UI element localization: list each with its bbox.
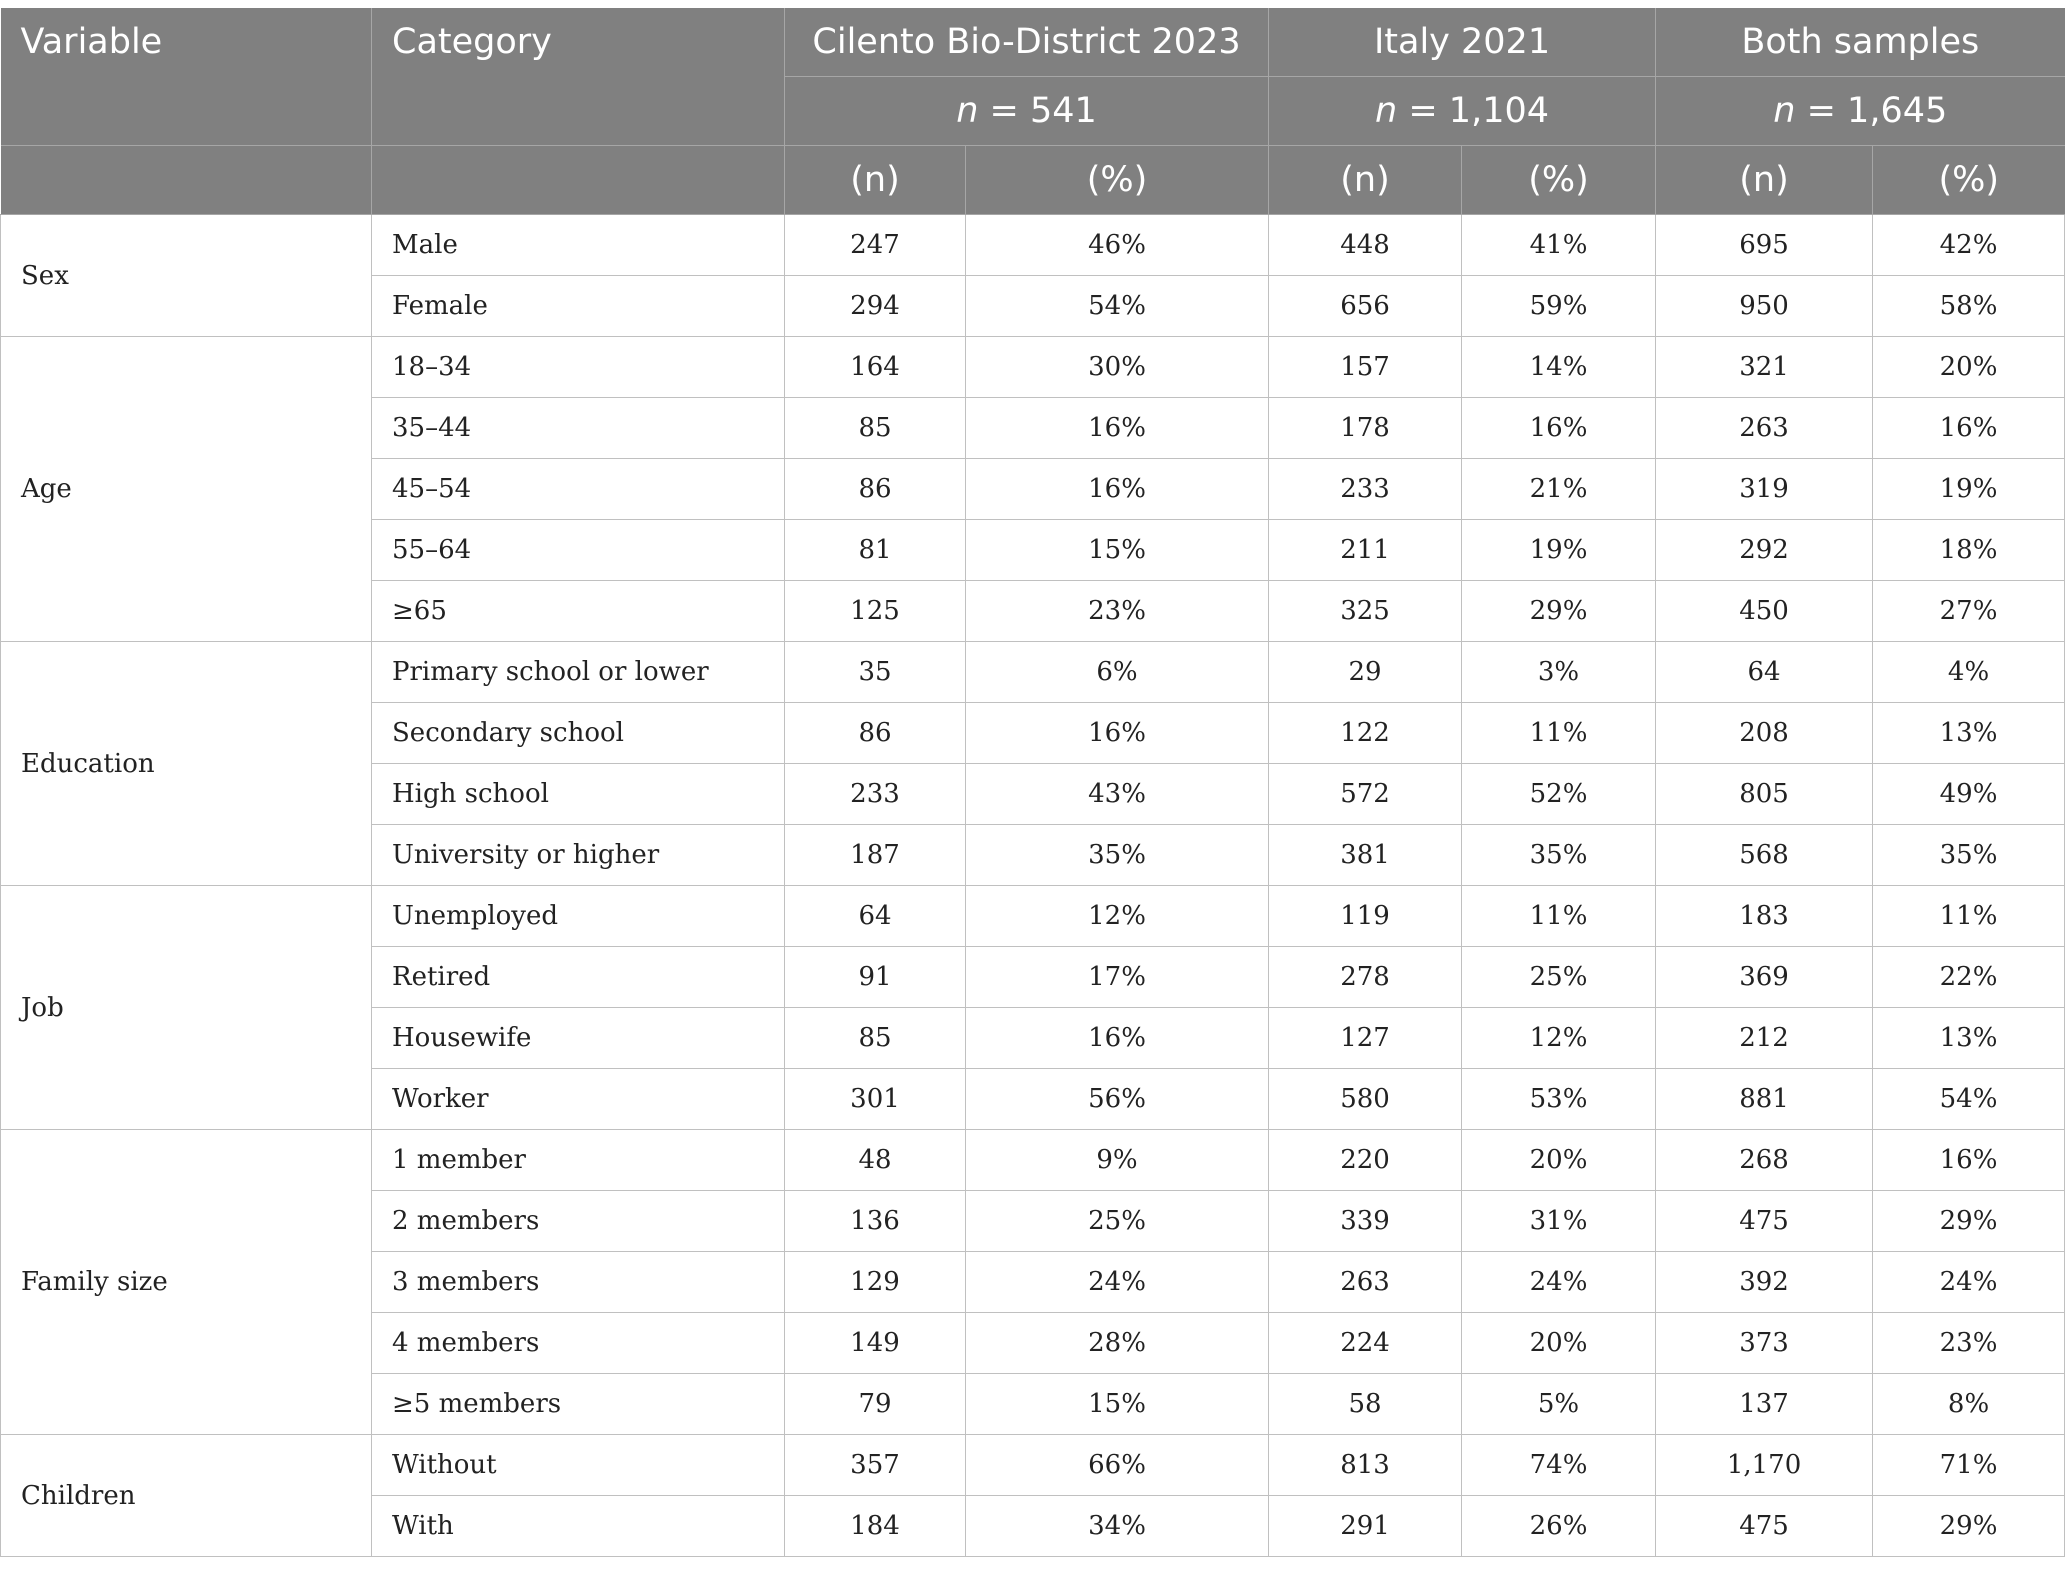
count-cell: 319 bbox=[1656, 459, 1873, 520]
demographics-table-container bbox=[0, 8, 2064, 1557]
header-subcolumns bbox=[1, 146, 2065, 215]
count-cell: 119 bbox=[1269, 886, 1462, 947]
count-cell: 212 bbox=[1656, 1008, 1873, 1069]
percent-cell: 23% bbox=[966, 581, 1269, 642]
percent-cell: 29% bbox=[1873, 1191, 2065, 1252]
percent-cell: 11% bbox=[1462, 703, 1656, 764]
count-cell: 392 bbox=[1656, 1252, 1873, 1313]
percent-cell: 26% bbox=[1462, 1496, 1656, 1557]
percent-cell: 16% bbox=[966, 1008, 1269, 1069]
count-cell: 301 bbox=[785, 1069, 966, 1130]
count-cell: 129 bbox=[785, 1252, 966, 1313]
percent-cell: 16% bbox=[1873, 398, 2065, 459]
table-row bbox=[1, 337, 2065, 398]
count-cell: 149 bbox=[785, 1313, 966, 1374]
percent-cell: 22% bbox=[1873, 947, 2065, 1008]
percent-cell: 35% bbox=[1873, 825, 2065, 886]
percent-cell: 59% bbox=[1462, 276, 1656, 337]
percent-cell: 52% bbox=[1462, 764, 1656, 825]
count-cell: 805 bbox=[1656, 764, 1873, 825]
count-cell: 85 bbox=[785, 1008, 966, 1069]
count-cell: 178 bbox=[1269, 398, 1462, 459]
percent-cell: 13% bbox=[1873, 703, 2065, 764]
category-cell: 55–64 bbox=[372, 520, 785, 581]
count-cell: 656 bbox=[1269, 276, 1462, 337]
header-group-both: Both samples bbox=[1656, 8, 2065, 77]
percent-cell: 31% bbox=[1462, 1191, 1656, 1252]
table-row bbox=[1, 215, 2065, 276]
category-cell: 18–34 bbox=[372, 337, 785, 398]
count-cell: 881 bbox=[1656, 1069, 1873, 1130]
table-header bbox=[1, 8, 2065, 215]
category-cell: Worker bbox=[372, 1069, 785, 1130]
percent-cell: 5% bbox=[1462, 1374, 1656, 1435]
percent-cell: 20% bbox=[1873, 337, 2065, 398]
percent-cell: 30% bbox=[966, 337, 1269, 398]
table-row bbox=[1, 1130, 2065, 1191]
header-count-col: (n) bbox=[785, 146, 966, 215]
percent-cell: 19% bbox=[1873, 459, 2065, 520]
category-cell: With bbox=[372, 1496, 785, 1557]
variable-cell: Age bbox=[1, 337, 372, 642]
table-body bbox=[1, 215, 2065, 1557]
count-cell: 48 bbox=[785, 1130, 966, 1191]
header-blank bbox=[1, 77, 372, 146]
count-cell: 136 bbox=[785, 1191, 966, 1252]
category-cell: 2 members bbox=[372, 1191, 785, 1252]
count-cell: 475 bbox=[1656, 1191, 1873, 1252]
count-cell: 125 bbox=[785, 581, 966, 642]
count-cell: 91 bbox=[785, 947, 966, 1008]
count-cell: 81 bbox=[785, 520, 966, 581]
count-cell: 64 bbox=[1656, 642, 1873, 703]
count-cell: 35 bbox=[785, 642, 966, 703]
percent-cell: 43% bbox=[966, 764, 1269, 825]
percent-cell: 11% bbox=[1462, 886, 1656, 947]
count-cell: 86 bbox=[785, 703, 966, 764]
count-cell: 233 bbox=[1269, 459, 1462, 520]
count-cell: 187 bbox=[785, 825, 966, 886]
percent-cell: 13% bbox=[1873, 1008, 2065, 1069]
percent-cell: 12% bbox=[966, 886, 1269, 947]
count-cell: 183 bbox=[1656, 886, 1873, 947]
category-cell: ≥5 members bbox=[372, 1374, 785, 1435]
category-cell: 4 members bbox=[372, 1313, 785, 1374]
percent-cell: 16% bbox=[1873, 1130, 2065, 1191]
count-cell: 29 bbox=[1269, 642, 1462, 703]
header-n-italy: n = 1,104 bbox=[1269, 77, 1656, 146]
percent-cell: 16% bbox=[966, 459, 1269, 520]
percent-cell: 11% bbox=[1873, 886, 2065, 947]
count-cell: 184 bbox=[785, 1496, 966, 1557]
percent-cell: 3% bbox=[1462, 642, 1656, 703]
percent-cell: 49% bbox=[1873, 764, 2065, 825]
category-cell: Female bbox=[372, 276, 785, 337]
category-cell: 35–44 bbox=[372, 398, 785, 459]
percent-cell: 29% bbox=[1462, 581, 1656, 642]
percent-cell: 20% bbox=[1462, 1313, 1656, 1374]
category-cell: 45–54 bbox=[372, 459, 785, 520]
count-cell: 127 bbox=[1269, 1008, 1462, 1069]
category-cell: University or higher bbox=[372, 825, 785, 886]
percent-cell: 41% bbox=[1462, 215, 1656, 276]
table-row bbox=[1, 1435, 2065, 1496]
percent-cell: 24% bbox=[1873, 1252, 2065, 1313]
count-cell: 695 bbox=[1656, 215, 1873, 276]
percent-cell: 54% bbox=[1873, 1069, 2065, 1130]
percent-cell: 27% bbox=[1873, 581, 2065, 642]
header-blank bbox=[1, 146, 372, 215]
variable-cell: Job bbox=[1, 886, 372, 1130]
count-cell: 568 bbox=[1656, 825, 1873, 886]
percent-cell: 12% bbox=[1462, 1008, 1656, 1069]
count-cell: 278 bbox=[1269, 947, 1462, 1008]
header-category: Category bbox=[372, 8, 785, 77]
percent-cell: 42% bbox=[1873, 215, 2065, 276]
category-cell: 1 member bbox=[372, 1130, 785, 1191]
count-cell: 164 bbox=[785, 337, 966, 398]
table-row bbox=[1, 642, 2065, 703]
count-cell: 247 bbox=[785, 215, 966, 276]
count-cell: 381 bbox=[1269, 825, 1462, 886]
percent-cell: 46% bbox=[966, 215, 1269, 276]
header-n-both: n = 1,645 bbox=[1656, 77, 2065, 146]
header-n-cilento: n = 541 bbox=[785, 77, 1269, 146]
variable-cell: Sex bbox=[1, 215, 372, 337]
percent-cell: 14% bbox=[1462, 337, 1656, 398]
percent-cell: 4% bbox=[1873, 642, 2065, 703]
category-cell: Unemployed bbox=[372, 886, 785, 947]
percent-cell: 6% bbox=[966, 642, 1269, 703]
percent-cell: 66% bbox=[966, 1435, 1269, 1496]
count-cell: 448 bbox=[1269, 215, 1462, 276]
count-cell: 263 bbox=[1656, 398, 1873, 459]
count-cell: 122 bbox=[1269, 703, 1462, 764]
percent-cell: 15% bbox=[966, 1374, 1269, 1435]
count-cell: 157 bbox=[1269, 337, 1462, 398]
count-cell: 450 bbox=[1656, 581, 1873, 642]
percent-cell: 16% bbox=[966, 398, 1269, 459]
percent-cell: 35% bbox=[966, 825, 1269, 886]
percent-cell: 21% bbox=[1462, 459, 1656, 520]
count-cell: 137 bbox=[1656, 1374, 1873, 1435]
percent-cell: 24% bbox=[966, 1252, 1269, 1313]
percent-cell: 20% bbox=[1462, 1130, 1656, 1191]
percent-cell: 53% bbox=[1462, 1069, 1656, 1130]
header-percent-col: (%) bbox=[966, 146, 1269, 215]
percent-cell: 35% bbox=[1462, 825, 1656, 886]
percent-cell: 24% bbox=[1462, 1252, 1656, 1313]
count-cell: 325 bbox=[1269, 581, 1462, 642]
percent-cell: 29% bbox=[1873, 1496, 2065, 1557]
count-cell: 64 bbox=[785, 886, 966, 947]
category-cell: Without bbox=[372, 1435, 785, 1496]
count-cell: 373 bbox=[1656, 1313, 1873, 1374]
percent-cell: 71% bbox=[1873, 1435, 2065, 1496]
category-cell: High school bbox=[372, 764, 785, 825]
header-blank bbox=[372, 146, 785, 215]
header-percent-col: (%) bbox=[1462, 146, 1656, 215]
count-cell: 224 bbox=[1269, 1313, 1462, 1374]
count-cell: 58 bbox=[1269, 1374, 1462, 1435]
header-variable: Variable bbox=[1, 8, 372, 77]
count-cell: 211 bbox=[1269, 520, 1462, 581]
percent-cell: 19% bbox=[1462, 520, 1656, 581]
variable-cell: Family size bbox=[1, 1130, 372, 1435]
count-cell: 208 bbox=[1656, 703, 1873, 764]
demographics-table bbox=[0, 8, 2065, 1557]
count-cell: 292 bbox=[1656, 520, 1873, 581]
count-cell: 950 bbox=[1656, 276, 1873, 337]
percent-cell: 28% bbox=[966, 1313, 1269, 1374]
count-cell: 813 bbox=[1269, 1435, 1462, 1496]
category-cell: Male bbox=[372, 215, 785, 276]
count-cell: 357 bbox=[785, 1435, 966, 1496]
percent-cell: 15% bbox=[966, 520, 1269, 581]
header-count-col: (n) bbox=[1656, 146, 1873, 215]
count-cell: 369 bbox=[1656, 947, 1873, 1008]
percent-cell: 9% bbox=[966, 1130, 1269, 1191]
percent-cell: 74% bbox=[1462, 1435, 1656, 1496]
count-cell: 572 bbox=[1269, 764, 1462, 825]
percent-cell: 25% bbox=[1462, 947, 1656, 1008]
count-cell: 321 bbox=[1656, 337, 1873, 398]
count-cell: 268 bbox=[1656, 1130, 1873, 1191]
percent-cell: 8% bbox=[1873, 1374, 2065, 1435]
percent-cell: 17% bbox=[966, 947, 1269, 1008]
count-cell: 86 bbox=[785, 459, 966, 520]
category-cell: Housewife bbox=[372, 1008, 785, 1069]
variable-cell: Education bbox=[1, 642, 372, 886]
count-cell: 475 bbox=[1656, 1496, 1873, 1557]
percent-cell: 16% bbox=[966, 703, 1269, 764]
header-group-italy: Italy 2021 bbox=[1269, 8, 1656, 77]
variable-cell: Children bbox=[1, 1435, 372, 1557]
count-cell: 1,170 bbox=[1656, 1435, 1873, 1496]
header-count-col: (n) bbox=[1269, 146, 1462, 215]
category-cell: Secondary school bbox=[372, 703, 785, 764]
percent-cell: 16% bbox=[1462, 398, 1656, 459]
count-cell: 233 bbox=[785, 764, 966, 825]
category-cell: ≥65 bbox=[372, 581, 785, 642]
count-cell: 339 bbox=[1269, 1191, 1462, 1252]
count-cell: 580 bbox=[1269, 1069, 1462, 1130]
percent-cell: 56% bbox=[966, 1069, 1269, 1130]
count-cell: 220 bbox=[1269, 1130, 1462, 1191]
header-group-cilento: Cilento Bio-District 2023 bbox=[785, 8, 1269, 77]
header-blank bbox=[372, 77, 785, 146]
percent-cell: 18% bbox=[1873, 520, 2065, 581]
count-cell: 294 bbox=[785, 276, 966, 337]
count-cell: 291 bbox=[1269, 1496, 1462, 1557]
header-percent-col: (%) bbox=[1873, 146, 2065, 215]
category-cell: 3 members bbox=[372, 1252, 785, 1313]
count-cell: 263 bbox=[1269, 1252, 1462, 1313]
category-cell: Primary school or lower bbox=[372, 642, 785, 703]
table-row bbox=[1, 886, 2065, 947]
percent-cell: 54% bbox=[966, 276, 1269, 337]
percent-cell: 25% bbox=[966, 1191, 1269, 1252]
percent-cell: 34% bbox=[966, 1496, 1269, 1557]
percent-cell: 23% bbox=[1873, 1313, 2065, 1374]
count-cell: 79 bbox=[785, 1374, 966, 1435]
count-cell: 85 bbox=[785, 398, 966, 459]
percent-cell: 58% bbox=[1873, 276, 2065, 337]
category-cell: Retired bbox=[372, 947, 785, 1008]
